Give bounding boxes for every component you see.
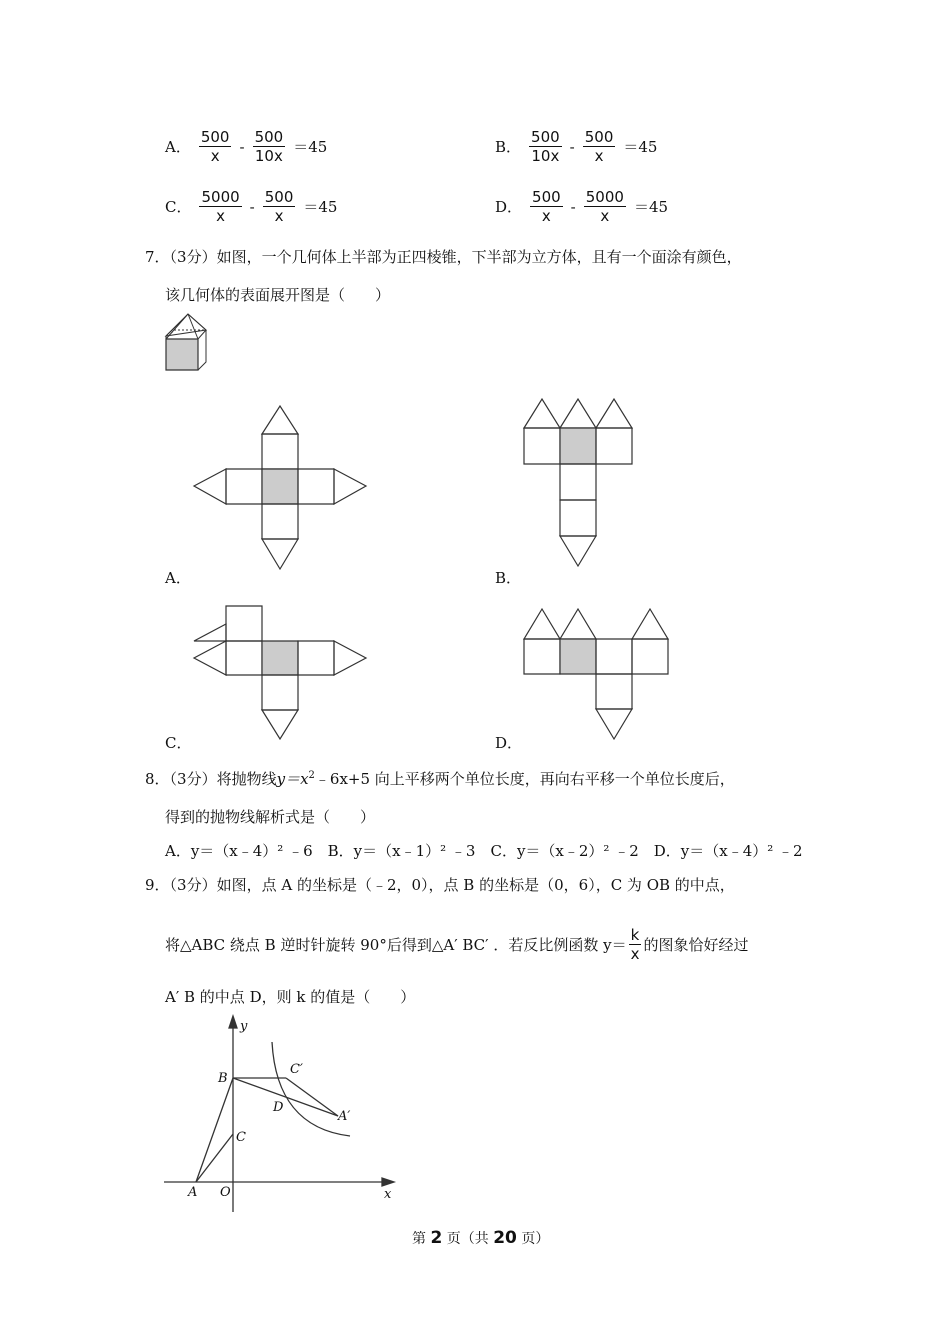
page-footer: 第 2 页（共 20 页） [412,1228,550,1248]
label-c: C [236,1130,246,1145]
q6-option-b: B． $\frac{500}{10x}$ - $\frac{500}{x}$ ＝45 [495,128,658,165]
page-total: 20 [493,1228,517,1248]
q8-stem-line2: 得到的抛物线解析式是（ ） [165,808,376,826]
y-axis-arrow [229,1016,237,1028]
label-y: y [240,1019,248,1034]
label-a: A [188,1185,198,1200]
q7-stem-line1: 7．（3分）如图，一个几何体上半部为正四棱锥，下半部为立方体，且有一个面涂有颜色， [145,248,742,266]
fraction-k-over-x: $\frac{k}{x}$ [630,926,640,963]
q9-coordinate-figure [160,1012,400,1222]
x-axis-arrow [382,1178,394,1186]
q7-solid-figure [160,310,212,374]
segment-ac [196,1134,233,1182]
label-d: D [273,1100,284,1115]
label-c-prime: C′ [290,1062,303,1077]
label-a-prime: A′ [338,1109,351,1124]
fraction: $\frac{500}{10x}$ [254,128,284,165]
segment-ab [196,1078,233,1182]
net-option-c [190,602,370,742]
net-option-d [520,604,672,744]
q7-stem-line2: 该几何体的表面展开图是（ ） [165,286,391,304]
q6-option-a: A． $\frac{500}{x}$ - $\frac{500}{10x}$ ＝45 [165,128,328,165]
net-c-label: C． [165,734,192,752]
fraction: $\frac{500}{x}$ [200,128,230,165]
net-option-a [190,402,370,574]
page-number: 2 [430,1228,443,1248]
q6-option-c: C． $\frac{5000}{x}$ - $\frac{500}{x}$ ＝45 [165,188,338,225]
q9-stem-line2: 将△ABC 绕点 B 逆时针旋转 90°后得到△A′ BC′ ．若反比例函数 y＝ $\frac{k}{x}$ 的图象恰好经过 [165,926,749,963]
q8-stem-line1: 8．（3分）将抛物线$y=x^2﹣6x+5$ 向上平移两个单位长度，再向右平移一个单位长度后， [145,770,735,788]
net-d-label: D． [495,734,523,752]
q6-option-d: D． $\frac{500}{x}$ - $\frac{5000}{x}$ ＝45 [495,188,669,225]
label-o: O [220,1185,231,1200]
net-a-label: A． [165,569,191,587]
q9-stem-line1: 9．（3分）如图，点 A 的坐标是（﹣2，0），点 B 的坐标是（0，6），C 为 OB 的中点， [145,876,735,894]
net-b-label: B． [495,569,522,587]
segment-c2a2 [286,1078,338,1116]
label-b: B [218,1071,228,1086]
q8-options: A．y＝（x﹣4）² ﹣6 B．y＝（x﹣1）² ﹣3 C．y＝（x﹣2）² ﹣2 D．y＝（x﹣4）² ﹣2 [165,842,803,860]
label-x: x [384,1187,392,1202]
q9-stem-line3: A′ B 的中点 D，则 k 的值是（ ） [165,988,416,1006]
option-label: A． [165,138,191,156]
net-option-b [520,396,640,572]
